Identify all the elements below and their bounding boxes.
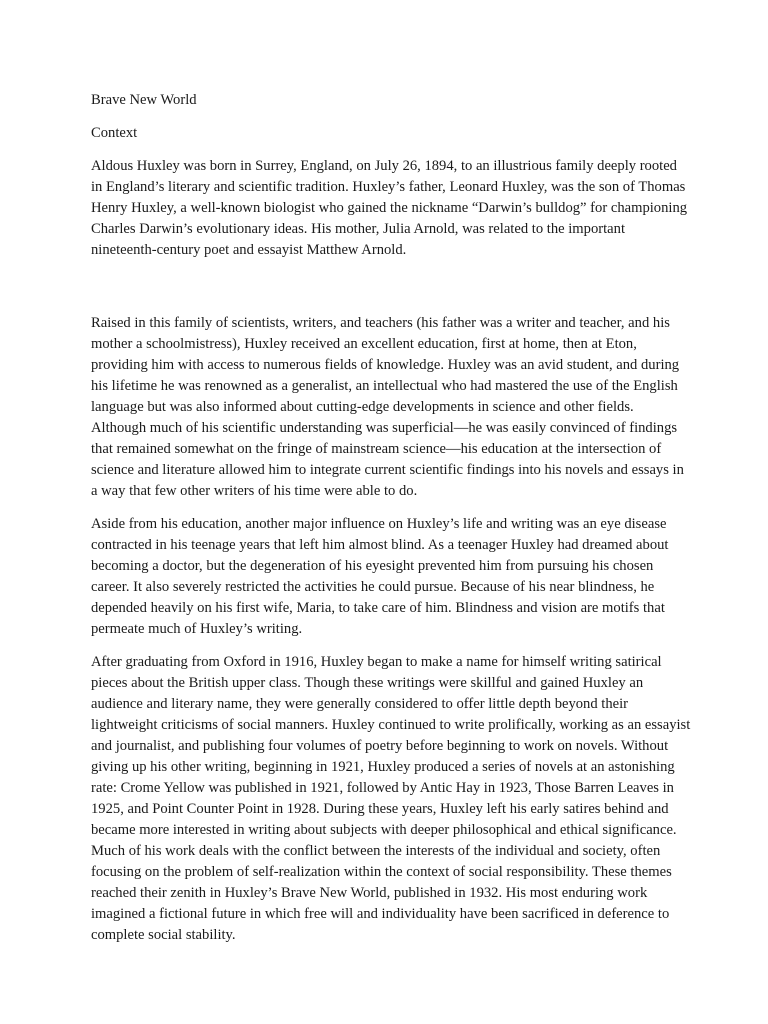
paragraph-birth: Aldous Huxley was born in Surrey, England, on July 26, 1894, to an illustrious family deeply rooted in England’s literary and scientific tradition. Huxley’s father, Leonard Huxley, was the son of Thomas Henry Huxley, a well-known biologist who gained the nickname “Darwin’s bulldog” for championing Charles Darwin’s evolutionary ideas. His mother, Julia Arnold, was related to the important nineteenth-century poet and essayist Matthew Arnold.	[91, 158, 688, 258]
paragraph-eyesight: Aside from his education, another major influence on Huxley’s life and writing was an eye disease contracted in his teenage years that left him almost blind. As a teenager Huxley had dreamed about becoming a doctor, but the degeneration of his eyesight prevented him from pursuing his chosen career. It also severely restricted the activities he could pursue. Because of his near blindness, he depended heavily on his first wife, Maria, to take care of him. Blindness and vision are motifs that permeate much of Huxley’s writing.	[91, 516, 669, 637]
paragraph-gap	[91, 273, 691, 313]
paragraph-education: Raised in this family of scientists, writers, and teachers (his father was a writer and teacher, and his mother a schoolmistress), Huxley received an excellent education, first at home, then at Eton, providing him with access to numerous fields of knowledge. Huxley was an avid student, and during his lifetime he was renowned as a generalist, an intellectual who had mastered the use of the English language but was also informed about cutting-edge developments in science and other fields. Although much of his scientific understanding was superficial—he was easily convinced of findings that remained somewhat on the fringe of mainstream science—his education at the intersection of science and literature allowed him to integrate current scientific findings into his novels and essays in a way that few other writers of his time were able to do.	[91, 315, 684, 499]
section-heading: Context	[91, 125, 138, 141]
document-title: Brave New World	[91, 92, 197, 108]
paragraph-career: After graduating from Oxford in 1916, Huxley began to make a name for himself writing satirical pieces about the British upper class. Though these writings were skillful and gained Huxley an audience and literary name, they were generally considered to offer little depth beyond their lightweight criticisms of social manners. Huxley continued to write prolifically, working as an essayist and journalist, and publishing four volumes of poetry before beginning to work on novels. Without giving up his other writing, beginning in 1921, Huxley produced a series of novels at an astonishing rate: Crome Yellow was published in 1921, followed by Antic Hay in 1923, Those Barren Leaves in 1925, and Point Counter Point in 1928. During these years, Huxley left his early satires behind and became more interested in writing about subjects with deeper philosophical and ethical significance. Much of his work deals with the conflict between the interests of the individual and society, often focusing on the problem of self-realization within the context of social responsibility. These themes reached their zenith in Huxley’s Brave New World, published in 1932. His most enduring work imagined a fictional future in which free will and individuality have been sacrificed in deference to complete social stability.	[91, 654, 691, 943]
document-body	[91, 90, 691, 958]
